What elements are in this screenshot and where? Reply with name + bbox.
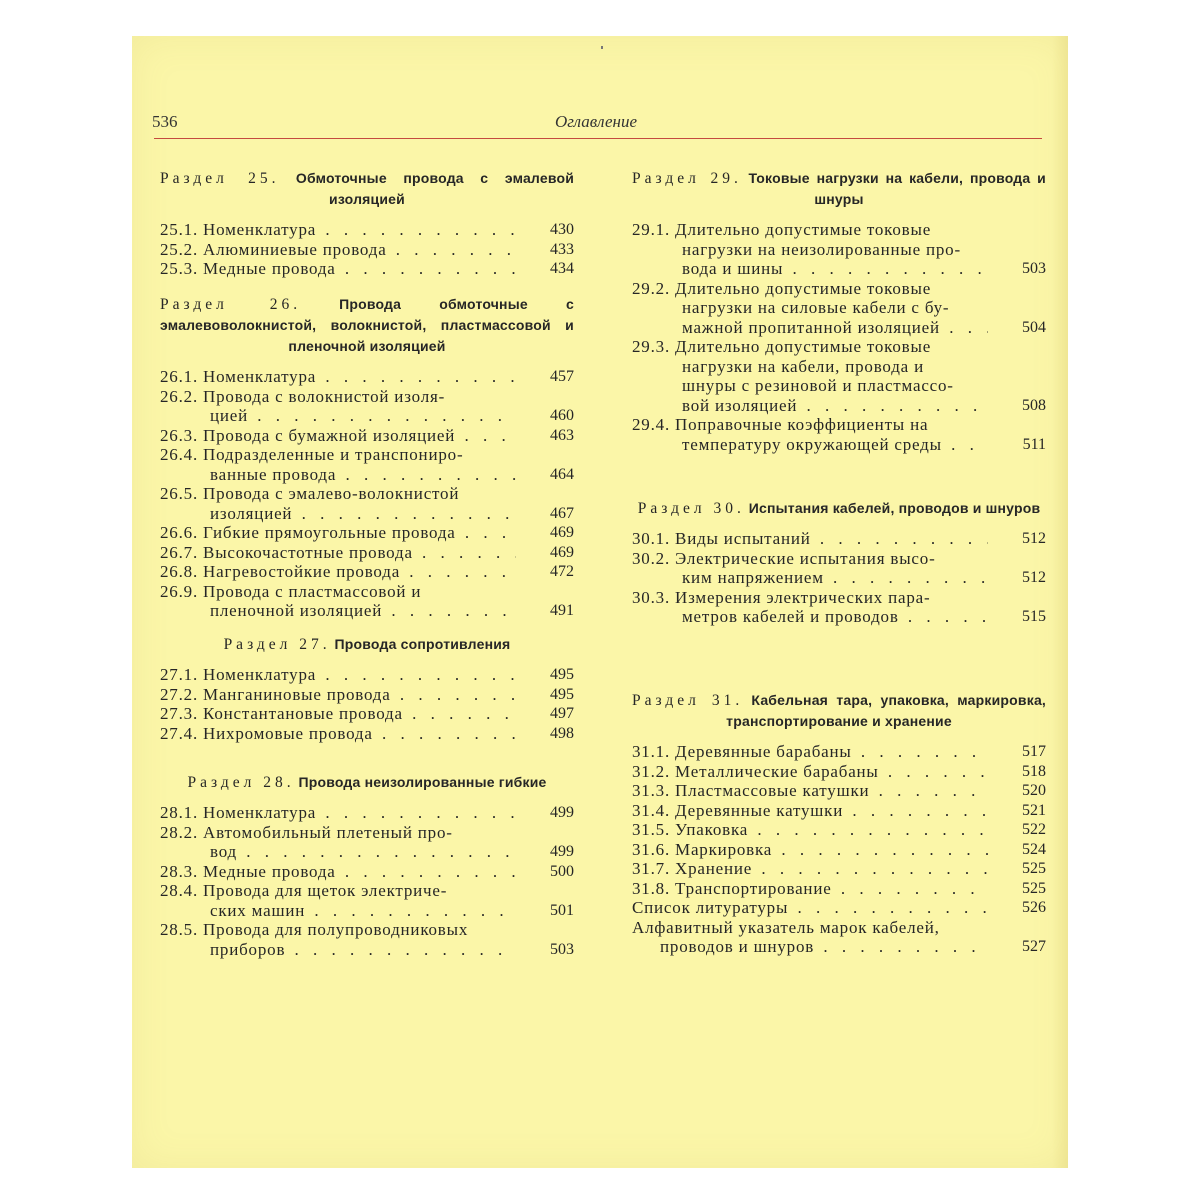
toc-entry[interactable] — [160, 823, 574, 862]
entry-title: 31.2. Металлические барабаны . . . — [632, 762, 988, 782]
entry-page-number: 433 — [550, 240, 574, 258]
toc-entry-list — [160, 367, 574, 621]
toc-entry[interactable] — [160, 704, 574, 724]
section-label: Раздел 29. — [632, 170, 742, 187]
entry-title: 31.3. Пластмассовые катушки . . . — [632, 781, 988, 801]
entry-page-number: 500 — [550, 862, 574, 880]
entry-title: 31.1. Деревянные барабаны . . . — [632, 742, 988, 762]
entry-page-number: 472 — [550, 563, 574, 580]
toc-entry[interactable] — [160, 665, 574, 685]
entry-page-number: 518 — [1022, 762, 1046, 780]
section-title: Токовые нагрузки на кабели, провода и шнуры — [748, 170, 1046, 207]
toc-section-28 — [160, 772, 574, 959]
entry-title-continuation: температуру окружающей среды . . . — [632, 435, 988, 455]
entry-page-number: 521 — [1022, 801, 1046, 819]
entry-page-number: 525 — [1022, 879, 1046, 897]
toc-entry[interactable] — [160, 240, 574, 260]
entry-title: 31.6. Маркировка . . . — [632, 840, 988, 860]
toc-entry[interactable] — [632, 801, 1046, 821]
section-heading — [632, 690, 1046, 732]
entry-title-continuation: мажной пропитанной изоляцией . . . — [632, 318, 988, 338]
toc-entry[interactable] — [632, 588, 1046, 627]
toc-entry[interactable] — [160, 685, 574, 705]
section-heading — [160, 168, 574, 210]
toc-entry[interactable] — [632, 859, 1046, 879]
entry-title: 28.5. Провода для полупроводниковых — [160, 920, 469, 939]
section-label: Раздел 28. — [187, 774, 295, 791]
book-page — [132, 36, 1068, 1168]
toc-entry[interactable] — [160, 259, 574, 279]
entry-title: 27.2. Манганиновые провода . . . — [160, 685, 516, 705]
entry-title: 25.3. Медные провода . . . — [160, 259, 516, 279]
header-rule — [154, 138, 1042, 139]
toc-entry[interactable] — [632, 762, 1046, 782]
toc-entry[interactable] — [160, 484, 574, 523]
entry-title-continuation: вой изоляцией . . . — [632, 396, 988, 416]
toc-entry[interactable] — [160, 562, 574, 582]
page-edge-shadow — [1052, 36, 1068, 1168]
toc-entry[interactable] — [632, 529, 1046, 549]
entry-title: 27.3. Константановые провода . . . — [160, 704, 516, 724]
entry-title: 25.2. Алюминиевые провода . . . — [160, 240, 516, 260]
toc-entry[interactable] — [160, 803, 574, 823]
section-label: Раздел 30. — [637, 500, 745, 517]
entry-page-number: 464 — [550, 465, 574, 483]
entry-page-number: 520 — [1022, 782, 1046, 799]
entry-title-continuation: изоляцией . . . — [160, 504, 516, 524]
print-speck — [601, 46, 603, 49]
entry-page-number: 525 — [1022, 860, 1046, 877]
entry-page-number: 512 — [1022, 569, 1046, 586]
entry-page-number: 527 — [1022, 938, 1046, 955]
toc-entry[interactable] — [160, 582, 574, 621]
toc-section-29 — [632, 168, 1046, 454]
entry-title-continuation: вод . . . — [160, 842, 516, 862]
toc-entry[interactable] — [160, 523, 574, 543]
toc-entry[interactable] — [160, 543, 574, 563]
entry-page-number: 515 — [1022, 608, 1046, 625]
toc-entry[interactable] — [632, 279, 1046, 338]
entry-page-number: 499 — [550, 804, 574, 821]
entry-title: 26.4. Подразделенные и транспониро- — [160, 445, 464, 464]
entry-page-number: 495 — [550, 685, 574, 703]
entry-page-number: 463 — [550, 426, 574, 444]
entry-title: 27.1. Номенклатура . . . — [160, 665, 516, 685]
entry-title-continuation: ских машин . . . — [160, 901, 516, 921]
entry-title: 26.3. Провода с бумажной изоляцией . . . — [160, 426, 516, 446]
entry-title: 29.3. Длительно допустимые токовые — [632, 337, 932, 356]
entry-title: 25.1. Номенклатура . . . — [160, 220, 516, 240]
section-label: Раздел 26. — [160, 296, 302, 313]
running-title: Оглавление — [554, 112, 638, 131]
section-heading — [160, 294, 574, 357]
entry-title: 28.4. Провода для щеток электриче- — [160, 881, 448, 900]
entry-title-continuation: цией . . . — [160, 406, 516, 426]
entry-title: 31.8. Транспортирование . . . — [632, 879, 988, 899]
toc-entry[interactable] — [632, 220, 1046, 279]
section-heading — [632, 168, 1046, 210]
toc-entry[interactable] — [160, 367, 574, 387]
entry-page-number: 504 — [1022, 318, 1046, 336]
section-label: Раздел 25. — [160, 170, 280, 187]
toc-entry[interactable] — [632, 781, 1046, 801]
entry-title: 28.1. Номенклатура . . . — [160, 803, 516, 823]
entry-page-number: 503 — [550, 940, 574, 958]
toc-section-25 — [160, 168, 574, 279]
entry-title-continuation: шнуры с резиновой и пластмассо- — [682, 376, 954, 395]
section-heading — [160, 772, 574, 793]
toc-entry[interactable] — [160, 862, 574, 882]
toc-entry[interactable] — [160, 881, 574, 920]
entry-page-number: 467 — [550, 504, 574, 522]
toc-entry[interactable] — [632, 549, 1046, 588]
toc-entry[interactable] — [632, 879, 1046, 899]
entry-title: 30.1. Виды испытаний . . . — [632, 529, 988, 549]
entry-page-number: 469 — [550, 543, 574, 561]
section-title: Испытания кабелей, проводов и шнуров — [748, 500, 1041, 516]
entry-title-continuation: ким напряжением . . . — [632, 568, 988, 588]
entry-title: 26.2. Провода с волокнистой изоля- — [160, 386, 446, 406]
section-title: Провода обмоточные с эмалевоволокнистой, волокнистой, пластмассовой и пленочной изоляцией — [160, 296, 574, 354]
entry-title: 29.2. Длительно допустимые токовые — [632, 278, 932, 298]
toc-entry-list — [632, 220, 1046, 454]
section-label: Раздел 27. — [223, 636, 331, 653]
entry-page-number: 522 — [1022, 821, 1046, 838]
section-title: Кабельная тара, упаковка, маркировка, транспортирование и хранение — [726, 692, 1047, 729]
entry-page-number: 430 — [550, 221, 574, 238]
entry-title-continuation: проводов и шнуров . . . — [632, 937, 988, 957]
entry-page-number: 526 — [1022, 899, 1046, 916]
entry-page-number: 501 — [550, 901, 574, 919]
toc-entry[interactable] — [160, 426, 574, 446]
toc-entry-list — [160, 665, 574, 743]
entry-page-number: 512 — [1022, 530, 1046, 547]
toc-entry[interactable] — [160, 920, 574, 959]
entry-page-number: 508 — [1022, 396, 1046, 414]
toc-entry[interactable] — [632, 898, 1046, 918]
entry-title: 26.7. Высокочастотные провода . . . — [160, 543, 516, 563]
entry-page-number: 517 — [1022, 743, 1046, 760]
entry-page-number: 495 — [550, 666, 574, 683]
toc-entry[interactable] — [632, 820, 1046, 840]
entry-title: 26.8. Нагревостойкие провода . . . — [160, 562, 516, 582]
entry-page-number: 503 — [1022, 260, 1046, 277]
toc-entry-list — [632, 529, 1046, 627]
page-number: 536 — [152, 112, 178, 131]
running-header — [152, 108, 1040, 138]
entry-title-continuation: пленочной изоляцией . . . — [160, 601, 516, 621]
entry-title-continuation: ванные провода . . . — [160, 465, 516, 485]
entry-title-continuation: нагрузки на неизолированные про- — [682, 239, 961, 259]
entry-title-continuation: нагрузки на кабели, провода и — [682, 356, 924, 376]
toc-section-30 — [632, 498, 1046, 627]
entry-title: 31.7. Хранение . . . — [632, 859, 988, 879]
entry-title: 31.4. Деревянные катушки . . . — [632, 801, 988, 821]
toc-entry[interactable] — [632, 840, 1046, 860]
toc-entry[interactable] — [632, 742, 1046, 762]
toc-entry[interactable] — [632, 918, 1046, 957]
entry-title: 30.3. Измерения электрических пара- — [632, 587, 931, 607]
section-title: Провода сопротивления — [334, 636, 511, 652]
entry-title: 26.1. Номенклатура . . . — [160, 367, 516, 387]
toc-section-31 — [632, 690, 1046, 957]
section-heading — [160, 634, 574, 655]
entry-title: 26.5. Провода с эмалево-волокнистой — [160, 484, 460, 503]
toc-entry[interactable] — [160, 387, 574, 426]
entry-page-number: 469 — [550, 524, 574, 541]
entry-page-number: 497 — [550, 705, 574, 722]
section-title: Провода неизолированные гибкие — [298, 774, 547, 790]
entry-title: 29.1. Длительно допустимые токовые — [632, 220, 932, 239]
entry-page-number: 434 — [550, 260, 574, 277]
entry-page-number: 460 — [550, 407, 574, 424]
toc-entry-list — [160, 803, 574, 959]
entry-page-number: 491 — [550, 602, 574, 619]
toc-entry[interactable] — [160, 724, 574, 744]
entry-title: Список литуратуры . . . — [632, 898, 988, 918]
toc-section-26 — [160, 294, 574, 621]
entry-title-continuation: вода и шины . . . — [632, 259, 988, 279]
entry-page-number: 499 — [550, 843, 574, 860]
entry-title: 28.2. Автомобильный плетеный про- — [160, 822, 453, 842]
entry-title: Алфавитный указатель марок кабелей, — [632, 917, 940, 937]
entry-page-number: 524 — [1022, 840, 1046, 858]
entry-title-continuation: метров кабелей и проводов . . . — [632, 607, 988, 627]
entry-page-number: 498 — [550, 724, 574, 742]
entry-title-continuation: нагрузки на силовые кабели с бу- — [682, 298, 950, 317]
entry-title: 27.4. Нихромовые провода . . . — [160, 724, 516, 744]
toc-entry[interactable] — [632, 415, 1046, 454]
entry-title: 26.9. Провода с пластмассовой и — [160, 581, 422, 601]
toc-section-27 — [160, 634, 574, 743]
section-heading — [632, 498, 1046, 519]
entry-page-number: 511 — [1022, 435, 1046, 453]
entry-title: 26.6. Гибкие прямоугольные провода . . . — [160, 523, 516, 543]
toc-entry[interactable] — [160, 220, 574, 240]
entry-title: 29.4. Поправочные коэффициенты на — [632, 415, 929, 434]
entry-title: 30.2. Электрические испытания высо- — [632, 548, 936, 568]
section-label: Раздел 31. — [632, 692, 744, 709]
entry-title: 31.5. Упаковка . . . — [632, 820, 988, 840]
entry-title-continuation: приборов . . . — [160, 940, 516, 960]
toc-entry-list — [160, 220, 574, 279]
section-title: Обмоточные провода с эмалевой изоляцией — [295, 170, 575, 207]
toc-entry-list — [632, 742, 1046, 957]
entry-page-number: 457 — [550, 368, 574, 385]
entry-title: 28.3. Медные провода . . . — [160, 862, 516, 882]
toc-entry[interactable] — [632, 337, 1046, 415]
toc-entry[interactable] — [160, 445, 574, 484]
